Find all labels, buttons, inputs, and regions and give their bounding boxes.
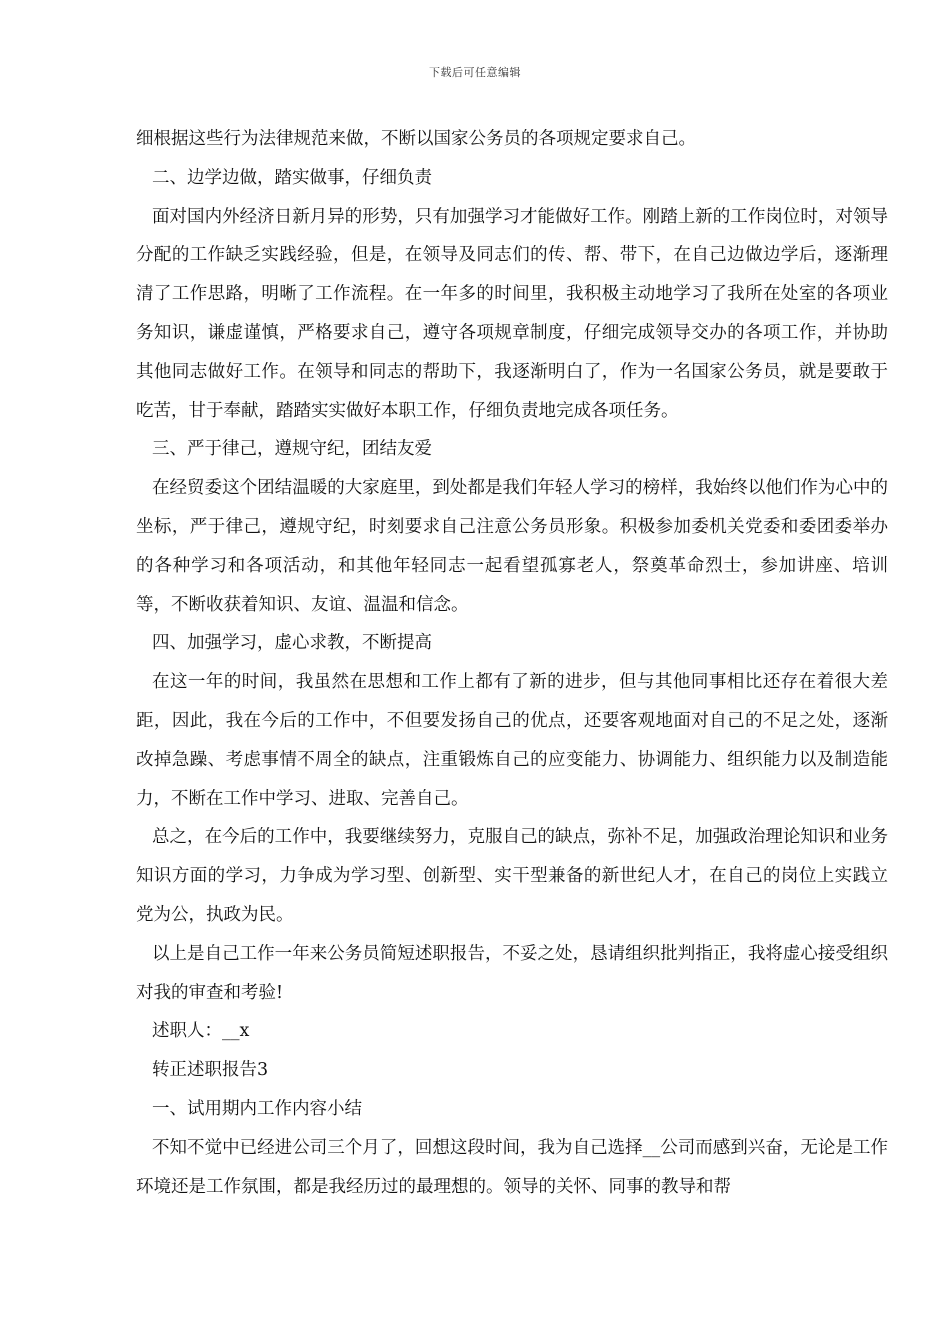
reporter-line: 述职人：__x	[152, 1021, 250, 1042]
document-body	[136, 120, 888, 1206]
section-heading-1: 一、试用期内工作内容小结	[152, 1098, 362, 1119]
report-title-3: 转正述职报告3	[152, 1060, 269, 1081]
section-heading-4: 四、加强学习，虚心求教，不断提高	[152, 633, 432, 654]
paragraph-learning: 面对国内外经济日新月异的形势，只有加强学习才能做好工作。刚踏上新的工作岗位时，对领导分配的工作缺乏实践经验，但是，在领导及同志们的传、帮、带下，在自己边做边学后，逐渐理清了工作思路，明晰了工作流程。在一年多的时间里，我积极主动地学习了我所在处室的各项业务知识，谦虚谨慎，严格要求自己，遵守各项规章制度，仔细完成领导交办的各项工作，并协助其他同志做好工作。在领导和同志的帮助下，我逐渐明白了，作为一名国家公务员，就是要敢于吃苦，甘于奉献，踏踏实实做好本职工作，仔细负责地完成各项任务。	[136, 206, 888, 421]
paragraph-closing: 以上是自己工作一年来公务员简短述职报告，不妥之处，恳请组织批判指正，我将虚心接受组织对我的审查和考验!	[136, 943, 888, 1003]
paragraph-continuation: 细根据这些行为法律规范来做，不断以国家公务员的各项规定要求自己。	[136, 129, 696, 149]
paragraph-probation: 不知不觉中已经进公司三个月了，回想这段时间，我为自己选择__公司而感到兴奋，无论是工作环境还是工作氛围，都是我经历过的最理想的。领导的关怀、同事的教导和帮	[136, 1137, 888, 1197]
paragraph-summary: 总之，在今后的工作中，我要继续努力，克服自己的缺点，弥补不足，加强政治理论知识和业务知识方面的学习，力争成为学习型、创新型、实干型兼备的新世纪人才，在自己的岗位上实践立党为公，执政为民。	[136, 827, 888, 925]
paragraph-improvement: 在这一年的时间，我虽然在思想和工作上都有了新的进步，但与其他同事相比还存在着很大差距，因此，我在今后的工作中，不但要发扬自己的优点，还要客观地面对自己的不足之处，逐渐改掉急躁、考虑事情不周全的缺点，注重锻炼自己的应变能力、协调能力、组织能力以及制造能力，不断在工作中学习、进取、完善自己。	[136, 672, 888, 809]
page-header-note: 下载后可任意编辑	[429, 66, 521, 79]
paragraph-discipline: 在经贸委这个团结温暖的大家庭里，到处都是我们年轻人学习的榜样，我始终以他们作为心中的坐标，严于律己，遵规守纪，时刻要求自己注意公务员形象。积极参加委机关党委和委团委举办的各种学习和各项活动，和其他年轻同志一起看望孤寡老人，祭奠革命烈士，参加讲座、培训等，不断收获着知识、友谊、温温和信念。	[136, 478, 888, 615]
section-heading-3: 三、严于律己，遵规守纪，团结友爱	[152, 439, 432, 460]
section-heading-2: 二、边学边做，踏实做事，仔细负责	[152, 167, 432, 188]
